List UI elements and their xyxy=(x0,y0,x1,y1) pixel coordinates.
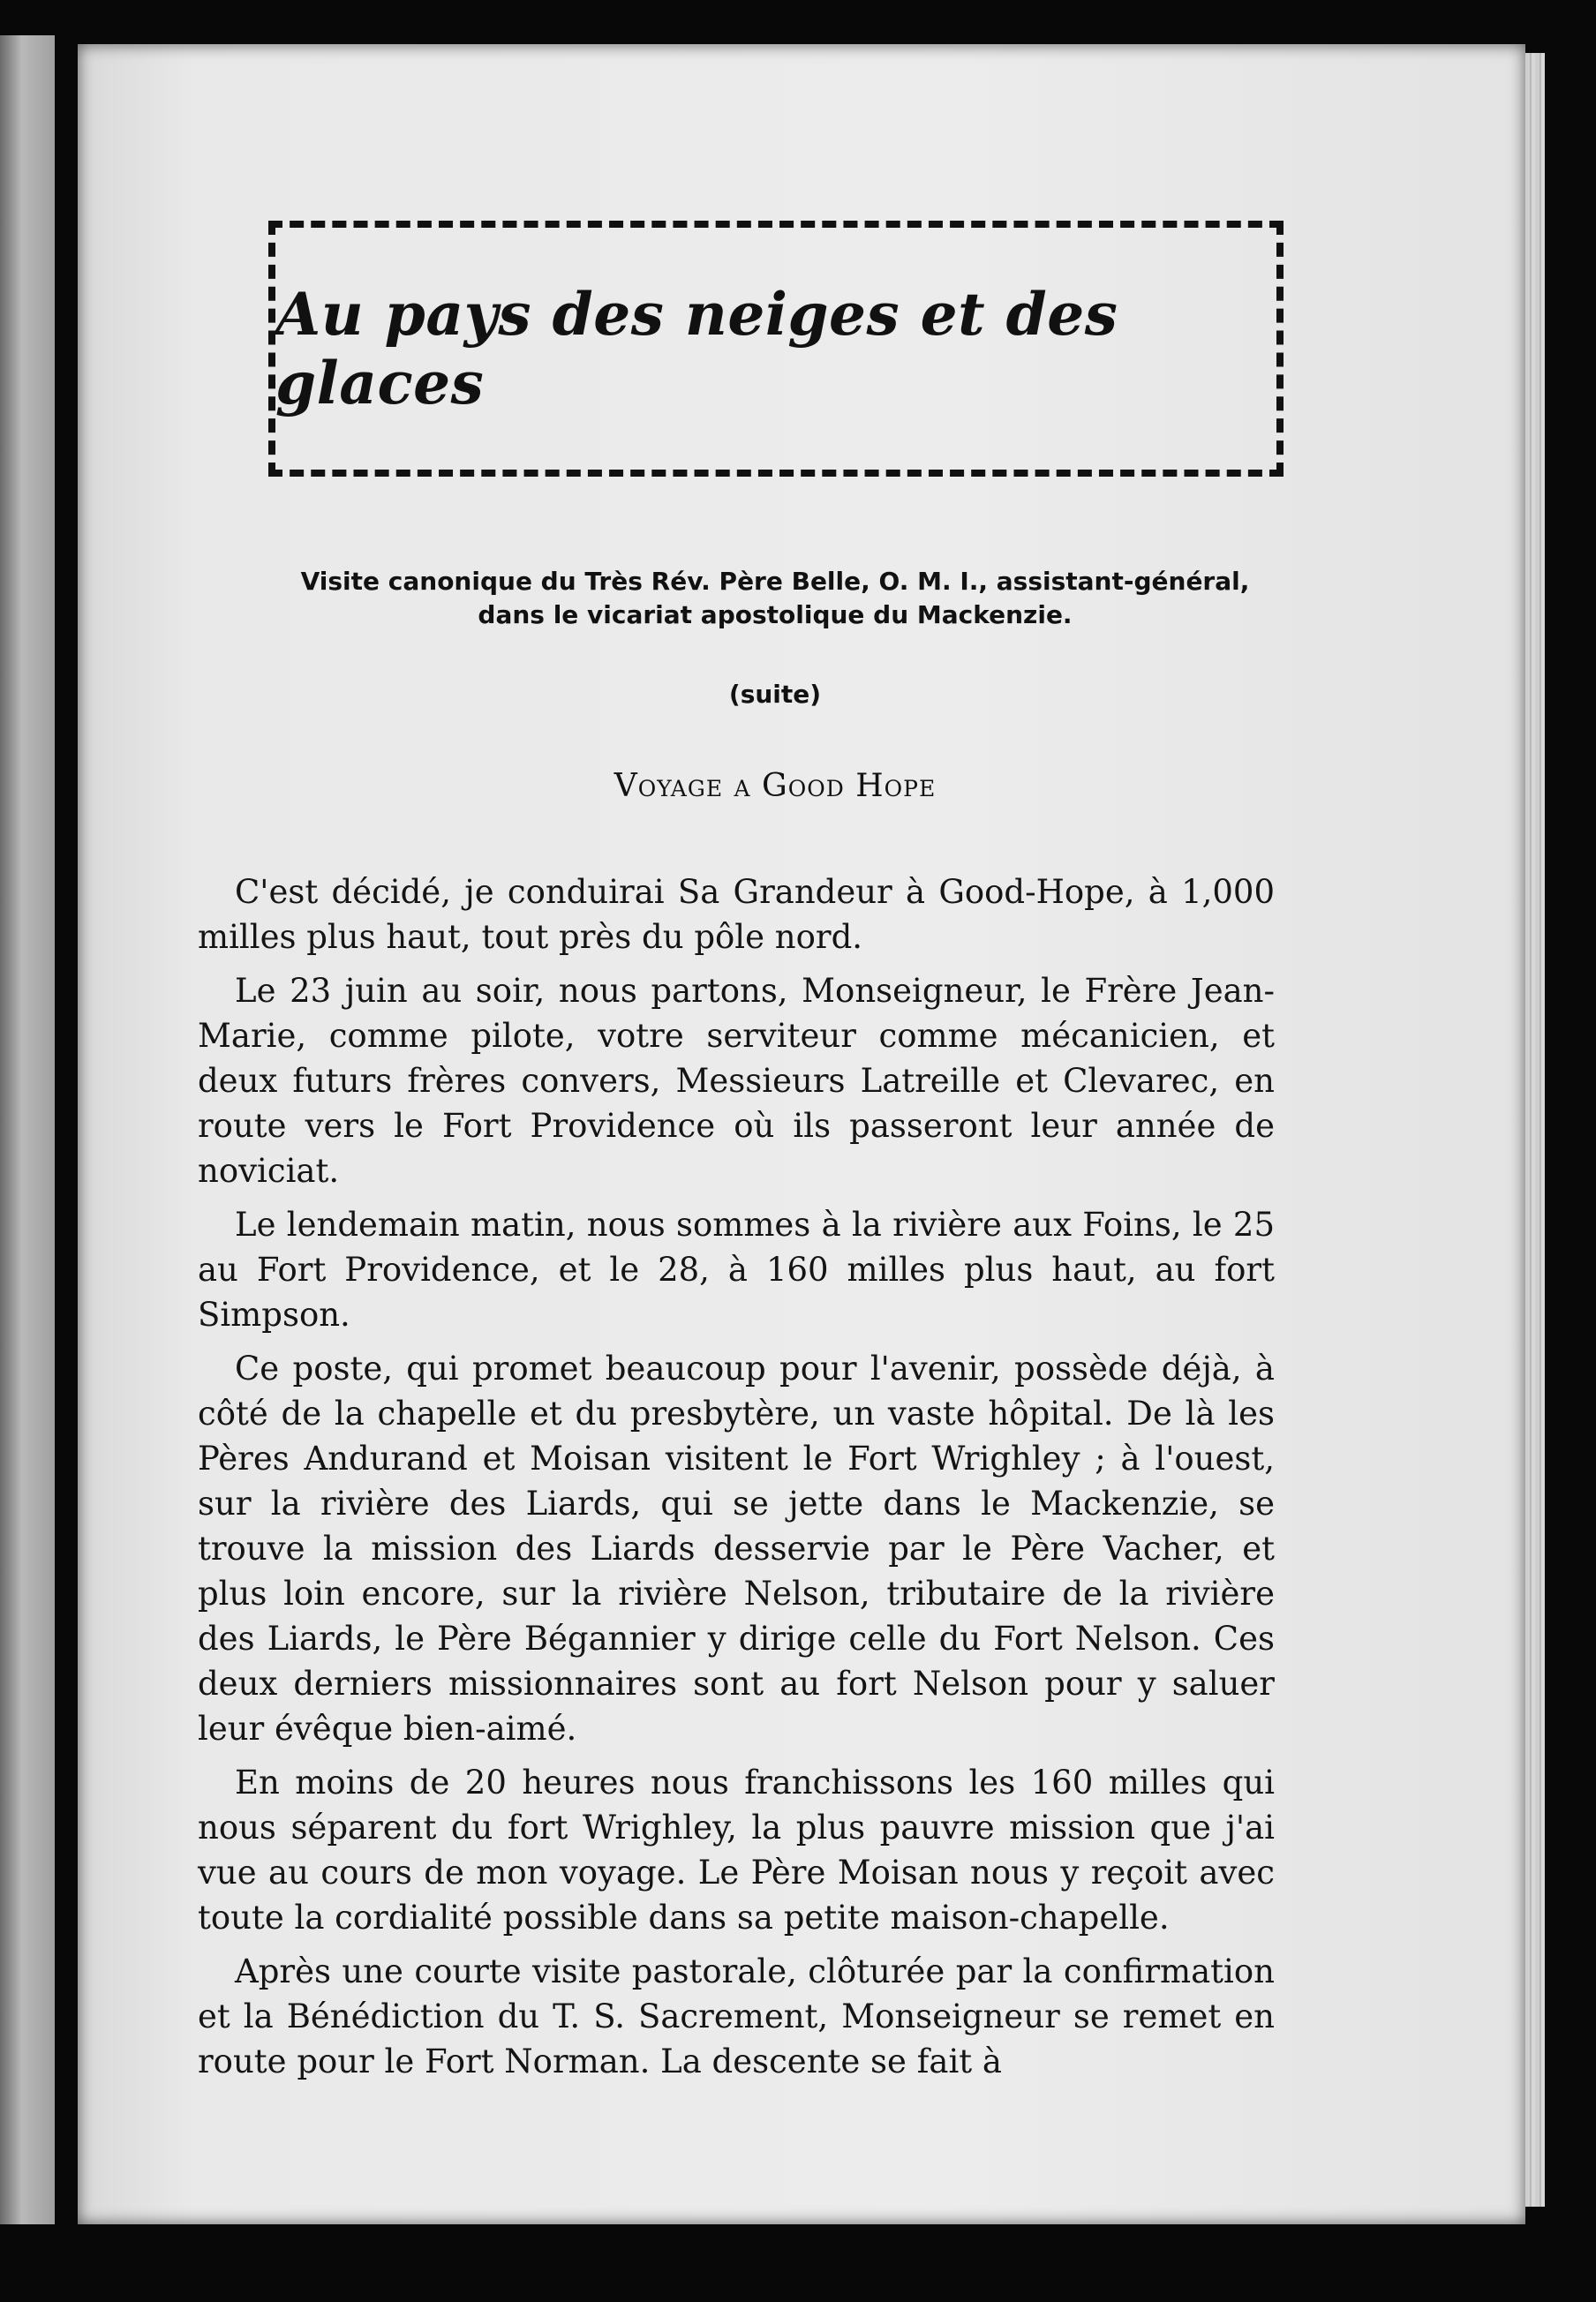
previous-page-edge xyxy=(0,35,55,2224)
paragraph: Le lendemain matin, nous sommes à la rivière aux Foins, le 25 au Fort Providence, et le 28, à 160 milles plus haut, au fort Simpson. xyxy=(198,1206,1275,1334)
paragraph: Ce poste, qui promet beaucoup pour l'avenir, possède déjà, à côté de la chapelle et du presbytère, un vaste hôpital. De là les Pères Andurand et Moisan visitent le Fort Wrighley ; à l'ouest, sur la rivière des Liards, qui se jette dans le Mackenzie, se trouve la mission des Liards desservie par le Père Vacher, et plus loin encore, sur la rivière Nelson, tributaire de la rivière des Liards, le Père Bégannier y dirige celle du Fort Nelson. Ces deux derniers missionnaires sont au fort Nelson pour y saluer leur évêque bien-aimé. xyxy=(198,1350,1275,1748)
section-heading: Voyage a Good Hope xyxy=(614,768,937,804)
article-title: Au pays des neiges et des glaces xyxy=(275,280,1118,418)
paragraph: C'est décidé, je conduirai Sa Grandeur à Good-Hope, à 1,000 milles plus haut, tout près du pôle nord. xyxy=(198,873,1275,956)
continuation-note: (suite) xyxy=(728,680,822,709)
book-page xyxy=(78,44,1525,2224)
page-content xyxy=(78,44,1525,2224)
subtitle-line-1: Visite canonique du Très Rév. Père Belle, O. M. I., assistant-général, xyxy=(300,567,1250,596)
paragraph: Le 23 juin au soir, nous partons, Monseigneur, le Frère Jean-Marie, comme pilote, votre serviteur comme mécanicien, et deux futurs frères convers, Messieurs Latreille et Clevarec, en route vers le Fort Providence où ils passeront leur année de noviciat. xyxy=(198,972,1275,1190)
title-frame xyxy=(268,221,1284,477)
article-subtitle xyxy=(254,565,1296,632)
paragraph: Après une courte visite pastorale, clôturée par la confirmation et la Bénédiction du T. S. Sacrement, Monseigneur se remet en route pour le Fort Norman. La descente se fait à xyxy=(198,1952,1275,2080)
subtitle-line-2: dans le vicariat apostolique du Mackenzie. xyxy=(478,600,1073,629)
article-body xyxy=(198,869,1275,2093)
paragraph: En moins de 20 heures nous franchissons les 160 milles qui nous séparent du fort Wrighley, la plus pauvre mission que j'ai vue au cours de mon voyage. Le Père Moisan nous y reçoit avec toute la cordialité possible dans sa petite maison-chapelle. xyxy=(198,1764,1275,1937)
